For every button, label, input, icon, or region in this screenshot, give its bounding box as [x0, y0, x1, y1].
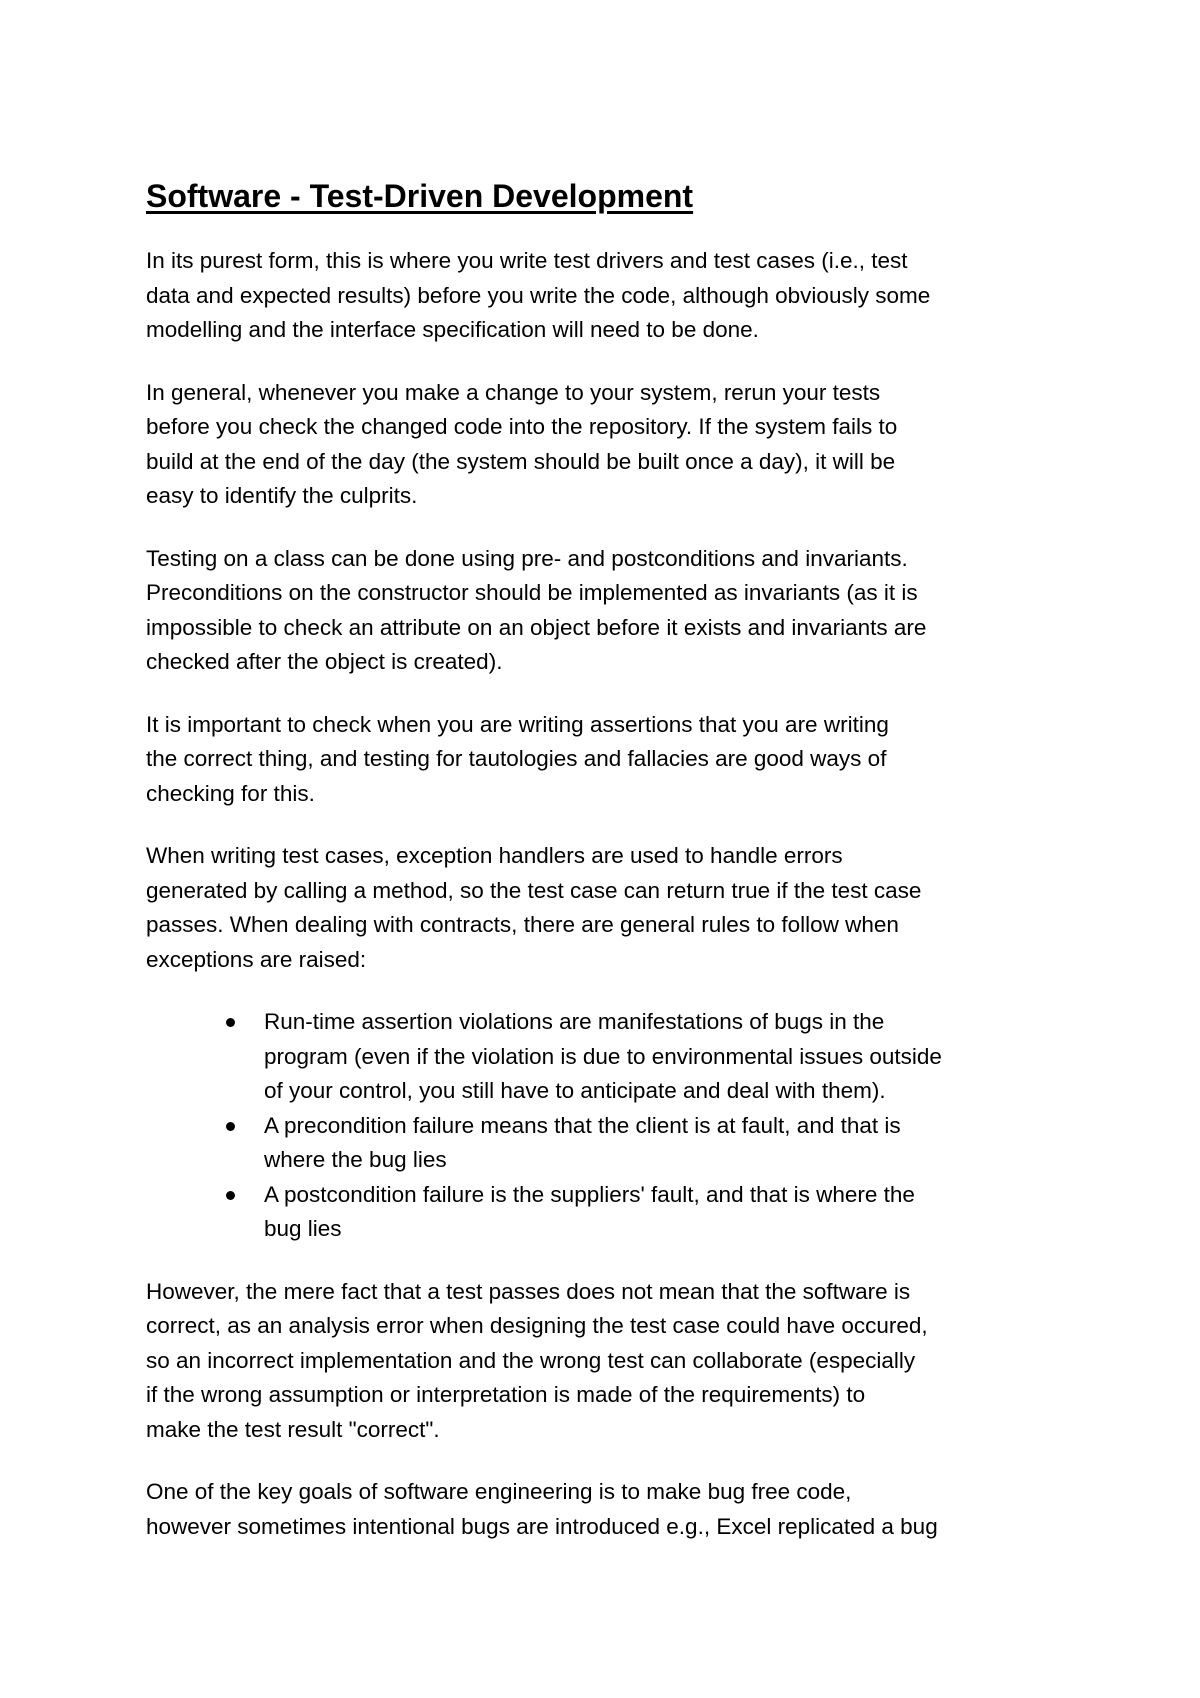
bullet-dot-icon — [226, 1018, 235, 1027]
text-line: Run-time assertion violations are manifestations of bugs in the — [264, 1009, 885, 1034]
bullet-list — [146, 1005, 1086, 1247]
bullet-dot-icon — [226, 1191, 235, 1200]
text-line: A postcondition failure is the suppliers' fault, and that is where the — [264, 1181, 915, 1207]
text-line: make the test result "correct". — [146, 1416, 440, 1442]
text-line: generated by calling a method, so the test case can return true if the test case — [146, 877, 922, 903]
text-line: impossible to check an attribute on an object before it exists and invariants are — [146, 614, 927, 640]
text-line: exceptions are raised: — [146, 946, 367, 972]
text-line: It is important to check when you are writing assertions that you are writing — [146, 711, 889, 737]
text-line: A precondition failure means that the client is at fault, and that is — [264, 1112, 901, 1138]
text-line: where the bug lies — [264, 1147, 447, 1172]
bullet-item — [146, 1005, 1086, 1109]
paragraph — [146, 1275, 1086, 1448]
bullet-item — [146, 1109, 1086, 1178]
document-title: Software - Test-Driven Development — [146, 178, 694, 214]
text-line: build at the end of the day (the system should be built once a day), it will be — [146, 448, 896, 474]
text-line: When writing test cases, exception handlers are used to handle errors — [146, 843, 843, 868]
text-line: so an incorrect implementation and the wrong test can collaborate (especially — [146, 1347, 916, 1373]
paragraph — [146, 1475, 1086, 1544]
paragraph — [146, 244, 1086, 348]
paragraph — [146, 839, 1086, 977]
text-line: However, the mere fact that a test passes does not mean that the software is — [146, 1278, 911, 1304]
text-line: easy to identify the culprits. — [146, 483, 418, 508]
text-line: however sometimes intentional bugs are introduced e.g., Excel replicated a bug — [146, 1513, 938, 1539]
text-line: data and expected results) before you write the code, although obviously some — [146, 282, 931, 308]
text-line: Preconditions on the constructor should be implemented as invariants (as it is — [146, 580, 918, 605]
text-line: passes. When dealing with contracts, there are general rules to follow when — [146, 912, 899, 937]
bullet-dot-icon — [226, 1122, 235, 1131]
text-line: before you check the changed code into the repository. If the system fails to — [146, 414, 898, 439]
paragraph — [146, 542, 1086, 680]
paragraph — [146, 376, 1086, 514]
text-line: correct, as an analysis error when designing the test case could have occured, — [146, 1313, 928, 1338]
bullet-item — [146, 1178, 1086, 1247]
paragraph — [146, 708, 1086, 812]
text-line: In general, whenever you make a change to your system, rerun your tests — [146, 379, 881, 405]
text-line: modelling and the interface specification will need to be done. — [146, 317, 759, 342]
text-line: checked after the object is created). — [146, 649, 503, 674]
text-line: In its purest form, this is where you write test drivers and test cases (i.e., test — [146, 248, 908, 273]
text-line: if the wrong assumption or interpretation is made of the requirements) to — [146, 1382, 866, 1407]
text-line: the correct thing, and testing for tautologies and fallacies are good ways of — [146, 746, 887, 771]
text-line: bug lies — [264, 1216, 342, 1241]
text-line: program (even if the violation is due to environmental issues outside — [264, 1043, 942, 1069]
document-body — [146, 176, 1086, 1572]
text-line: checking for this. — [146, 780, 315, 806]
text-line: Testing on a class can be done using pre- and postconditions and invariants. — [146, 545, 908, 571]
text-line: One of the key goals of software engineering is to make bug free code, — [146, 1479, 852, 1504]
text-line: of your control, you still have to anticipate and deal with them). — [264, 1078, 886, 1103]
